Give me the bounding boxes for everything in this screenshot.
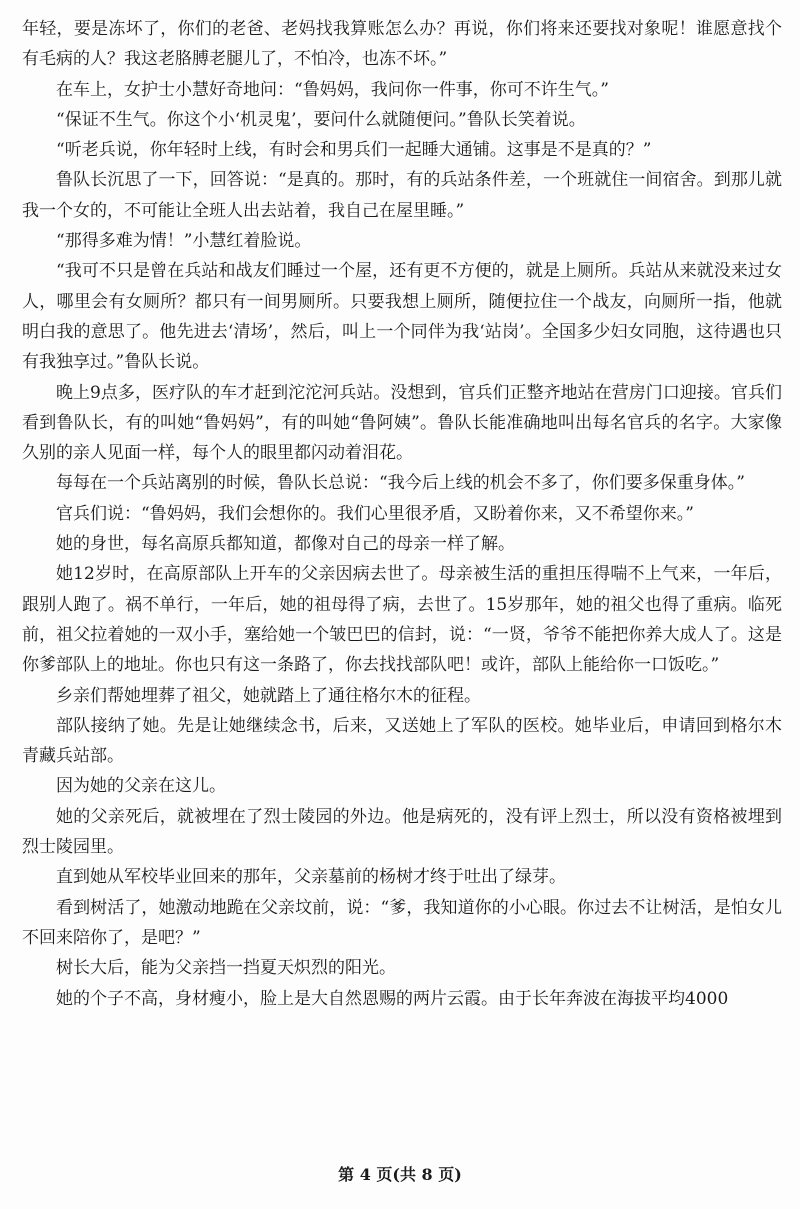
paragraph-19: 树长大后，能为父亲挡一挡夏天炽烈的阳光。 — [56, 958, 396, 979]
paragraph-17: 直到她从军校毕业回来的那年，父亲墓前的杨树才终于吐出了绿芽。 — [56, 867, 566, 888]
paragraph-13: 乡亲们帮她埋葬了祖父，她就踏上了通往格尔木的征程。 — [56, 685, 481, 706]
story-text — [22, 14, 782, 1014]
paragraph-20: 她的个子不高，身材瘦小，脸上是大自然恩赐的两片云霞。由于长年奔波在海拔平均4000 — [56, 988, 729, 1009]
paragraph-18: 看到树活了，她激动地跪在父亲坟前，说：“爹，我知道你的小心眼。你过去不让树活，是怕女儿不回来陪你了，是吧？” — [22, 897, 782, 948]
paragraph-2: 在车上，女护士小慧好奇地问：“鲁妈妈，我问你一件事，你可不许生气。” — [56, 79, 609, 100]
paragraph-9: 每每在一个兵站离别的时候，鲁队长总说：“我今后上线的机会不多了，你们要多保重身体。” — [56, 473, 745, 494]
paragraph-7: “我可不只是曾在兵站和战友们睡过一个屋，还有更不方便的，就是上厕所。兵站从来就没来过女人，哪里会有女厕所？都只有一间男厕所。只要我想上厕所，随便拉住一个战友，向厕所一指，他就明白我的意思了。他先进去‘清场’，然后，叫上一个同伴为我‘站岗’。全国多少妇女同胞，这待遇也只有我独享过。”鲁队长说。 — [22, 261, 782, 373]
paragraph-15: 因为她的父亲在这儿。 — [56, 776, 226, 797]
paragraph-4: “听老兵说，你年轻时上线，有时会和男兵们一起睡大通铺。这事是不是真的？” — [56, 140, 652, 161]
paragraph-5: 鲁队长沉思了一下，回答说：“是真的。那时，有的兵站条件差，一个班就住一间宿舍。到那儿就我一个女的，不可能让全班人出去站着，我自己在屋里睡。” — [22, 170, 782, 221]
paragraph-8: 晚上9点多，医疗队的车才赶到沱沱河兵站。没想到，官兵们正整齐地站在营房门口迎接。官兵们看到鲁队长，有的叫她“鲁妈妈”，有的叫她“鲁阿姨”。鲁队长能准确地叫出每名官兵的名字。大家像久别的亲人见面一样，每个人的眼里都闪动着泪花。 — [22, 382, 782, 464]
paragraph-12: 她12岁时，在高原部队上开车的父亲因病去世了。母亲被生活的重担压得喘不上气来，一年后，跟别人跑了。祸不单行，一年后，她的祖母得了病，去世了。15岁那年，她的祖父也得了重病。临死前，祖父拉着她的一双小手，塞给她一个皱巴巴的信封，说：“一贤，爷爷不能把你养大成人了。这是你爹部队上的地址。你也只有这一条路了，你去找找部队吧！或许，部队上能给你一口饭吃。” — [22, 564, 782, 676]
paragraph-14: 部队接纳了她。先是让她继续念书，后来，又送她上了军队的医校。她毕业后，申请回到格尔木青藏兵站部。 — [22, 715, 782, 767]
page-number: 第 4 页(共 8 页) — [338, 1165, 462, 1184]
paragraph-11: 她的身世，每名高原兵都知道，都像对自己的母亲一样了解。 — [56, 534, 515, 555]
paragraph-16: 她的父亲死后，就被埋在了烈士陵园的外边。他是病死的，没有评上烈士，所以没有资格被埋到烈士陵园里。 — [22, 806, 782, 858]
paragraph-3: “保证不生气。你这个小‘机灵鬼’，要问什么就随便问。”鲁队长笑着说。 — [56, 109, 586, 130]
paragraph-1: 年轻，要是冻坏了，你们的老爸、老妈找我算账怎么办？再说，你们将来还要找对象呢！谁愿意找个有毛病的人？我这老胳膊老腿儿了，不怕冷，也冻不坏。” — [22, 19, 782, 70]
paragraph-6: “那得多难为情！”小慧红着脸说。 — [56, 231, 312, 252]
paragraph-10: 官兵们说：“鲁妈妈，我们会想你的。我们心里很矛盾，又盼着你来，又不希望你来。” — [56, 503, 694, 524]
